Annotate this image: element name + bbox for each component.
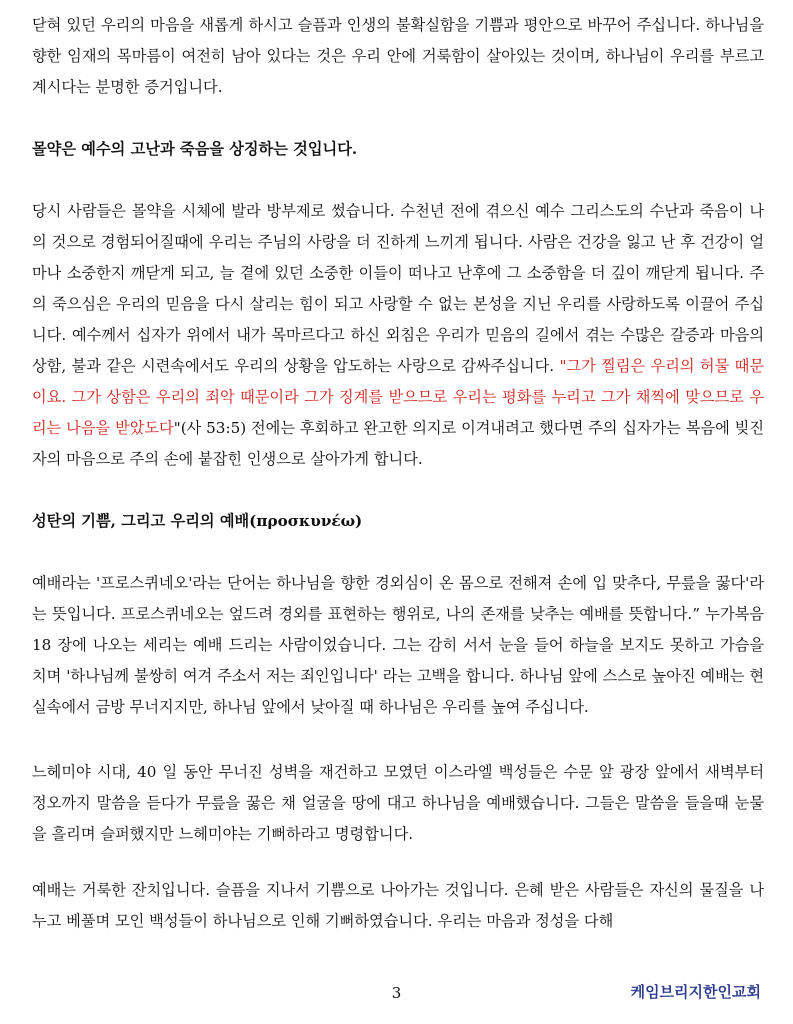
page-number: 3 [391,984,402,1002]
paragraph-myrrh-end: "(사 53:5) 전에는 후회하고 완고한 의지로 이겨내려고 했다면 주의 십자가는 복음에 빚진 자의 마음으로 주의 손에 붙잡힌 인생으로 살아가게 합니다. [32,419,764,468]
section-heading-worship: 성탄의 기쁨, 그리고 우리의 예배(προσκυνέω) [32,512,363,530]
paragraph-nehemiah: 느헤미야 시대, 40 일 동안 무너진 성벽을 재건하고 모였던 이스라엘 백성들은 수문 앞 광장 앞에서 새벽부터 정오까지 말씀을 듣다가 무릎을 꿇은 채 얼굴을 땅에 대고 하나님을 예배했습니다. 그들은 말씀을 들을때 눈물을 흘리며 슬퍼했지만 느헤미야는 기뻐하라고 명령합니다. [32,763,764,843]
paragraph-myrrh-text: 당시 사람들은 몰약을 시체에 발라 방부제로 썼습니다. 수천년 전에 겪으신 예수 그리스도의 수난과 죽음이 나의 것으로 경험되어질때에 우리는 주님의 사랑을 더 진하게 느끼게 됩니다. 사람은 건강을 잃고 난 후 건강이 얼마나 소중한지 깨닫게 되고, 늘 곁에 있던 소중한 이들이 떠나고 난후에 그 소중함을 더 깊이 깨닫게 됩니다. 주의 죽으심은 우리의 믿음을 다시 살리는 힘이 되고 사랑할 수 없는 본성을 지닌 우리를 사랑하도록 이끌어 주십니다. 예수께서 십자가 위에서 내가 목마르다고 하신 외침은 우리가 믿음의 길에서 겪는 수많은 갈증과 마음의 상함, 불과 같은 시련속에서도 우리의 상황을 압도하는 사랑으로 감싸주십니다. [32,202,764,375]
paragraph-feast: 예배는 거룩한 잔치입니다. 슬픔을 지나서 기쁨으로 나아가는 것입니다. 은혜 받은 사람들은 자신의 물질을 나누고 베풀며 모인 백성들이 하나님으로 인해 기뻐하였습니다. 우리는 마음과 정성을 다해 [32,881,764,930]
paragraph-myrrh [32,196,764,475]
paragraph-intro: 닫혀 있던 우리의 마음을 새롭게 하시고 슬픔과 인생의 불확실함을 기쁨과 평안으로 바꾸어 주십니다. 하나님을 향한 임재의 목마름이 여전히 남아 있다는 것은 우리 안에 거룩함이 살아있는 것이며, 하나님이 우리를 부르고 계시다는 분명한 증거입니다. [32,16,764,96]
scripture-quote: "그가 찔림은 우리의 허물 때문이요. 그가 상함은 우리의 죄악 때문이라 그가 징계를 받으므로 우리는 평화를 누리고 그가 채찍에 맞으므로 우리는 나음을 받았도다 [32,357,764,437]
paragraph-proskuneo: 예배라는 '프로스퀴네오'라는 단어는 하나님을 향한 경외심이 온 몸으로 전해져 손에 입 맞추다, 무릎을 꿇다'라는 뜻입니다. 프로스퀴네오는 엎드려 경외를 표현하는 행위로, 나의 존재를 낮추는 예배를 뜻합니다.” 누가복음 18 장에 나오는 세리는 예배 드리는 사람이었습니다. 그는 감히 서서 눈을 들어 하늘을 보지도 못하고 가슴을 치며 '하나님께 불쌍히 여겨 주소서 저는 죄인입니다' 라는 고백을 합니다. 하나님 앞에 스스로 높아진 예배는 현실속에서 금방 무너지지만, 하나님 앞에서 낮아질 때 하나님은 우리를 높여 주십니다. [32,574,764,716]
section-heading-myrrh: 몰약은 예수의 고난과 죽음을 상징하는 것입니다. [32,140,358,158]
document-body [32,10,764,937]
church-name: 케임브리지한인교회 [630,983,761,1001]
